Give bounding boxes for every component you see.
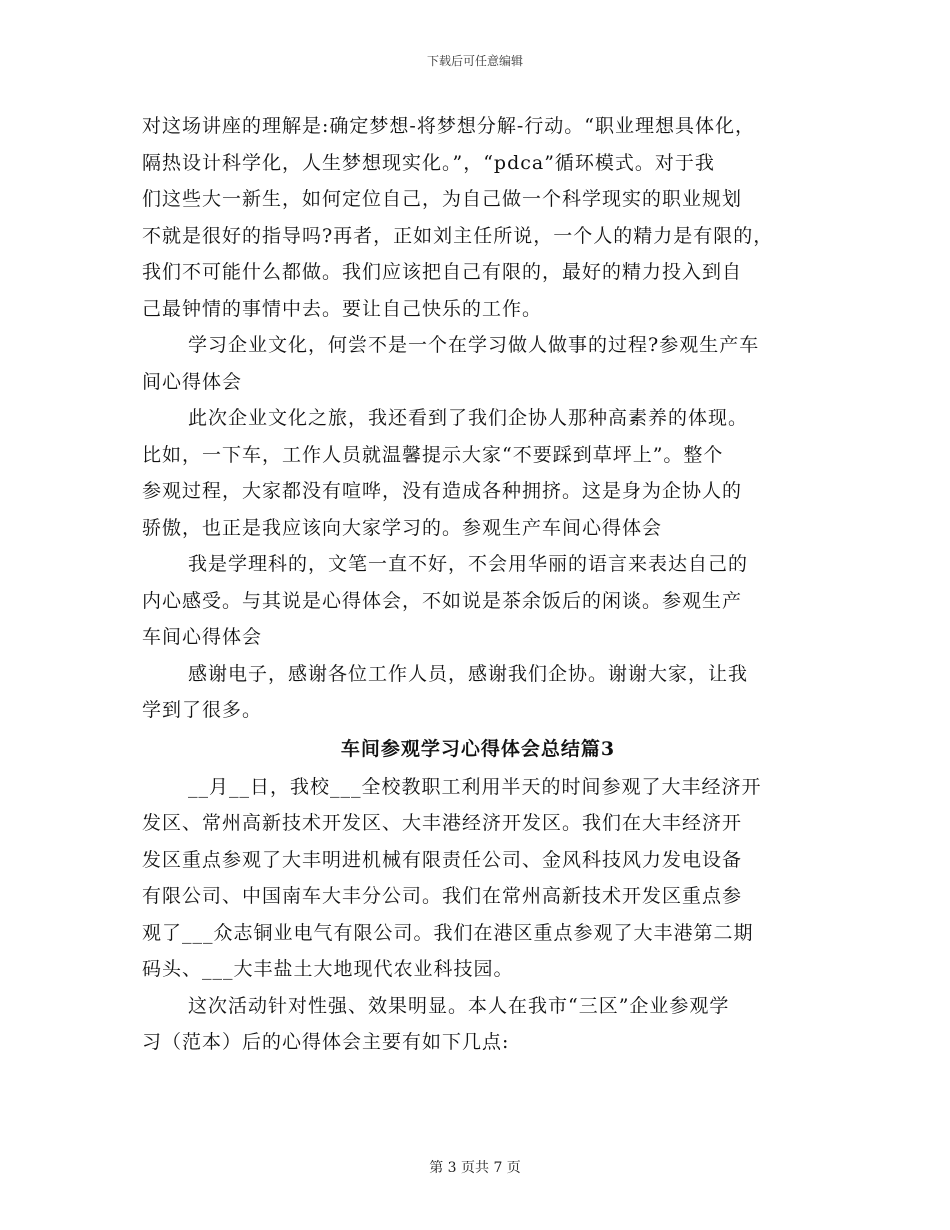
text-line: 观了___众志铜业电气有限公司。我们在港区重点参观了大丰港第二期 [142,921,754,944]
text-line: 学到了很多。 [142,699,263,721]
text-line: 发区重点参观了大丰明进机械有限责任公司、金风科技风力发电设备 [142,848,743,871]
text-line: 发区、常州高新技术开发区、大丰港经济开发区。我们在大丰经济开 [142,812,743,834]
text-line: 车间心得体会 [142,626,263,648]
text-line: 己最钟情的事情中去。要让自己快乐的工作。 [142,297,543,320]
text-line: 骄傲，也正是我应该向大家学习的。参观生产车间心得体会 [142,516,663,539]
text-line: 们这些大一新生，如何定位自己，为自己做一个科学现实的职业规划 [142,188,743,210]
text-line: 我们不可能什么都做。我们应该把自己有限的，最好的精力投入到自 [142,261,743,283]
section-title: 车间参观学习心得体会总结篇3 [340,737,616,760]
text-line: 间心得体会 [142,370,243,393]
paragraph-start-line: __月__日，我校___全校教职工利用半天的时间参观了大丰经济开 [188,775,762,798]
paragraph-start-line: 感谢电子，感谢各位工作人员，感谢我们企协。谢谢大家，让我 [188,662,749,685]
text-line: 习（范本）后的心得体会主要有如下几点: [142,1031,510,1053]
page-header: 下载后可任意编辑 [426,54,523,68]
text-line: 参观过程，大家都没有喧哗，没有造成各种拥挤。这是身为企协人的 [142,480,743,502]
text-line: 有限公司、中国南车大丰分公司。我们在常州高新技术开发区重点参 [142,885,743,907]
document-body [142,108,814,1061]
paragraph-start-line: 此次企业文化之旅，我还看到了我们企协人那种高素养的体现。 [188,407,749,429]
paragraph-start-line: 学习企业文化，何尝不是一个在学习做人做事的过程?参观生产车 [188,334,760,356]
page-number-footer: 第 3 页共 7 页 [429,1160,521,1176]
text-line: 内心感受。与其说是心得体会，不如说是茶余饭后的闲谈。参观生产 [142,589,743,612]
text-line: 比如，一下车，工作人员就温馨提示大家“不要踩到草坪上”。整个 [142,443,724,466]
text-line: 对这场讲座的理解是:确定梦想-将梦想分解-行动。“职业理想具体化， [142,115,755,137]
text-line: 不就是很好的指导吗?再者，正如刘主任所说，一个人的精力是有限的， [142,224,774,247]
paragraph-start-line: 我是学理科的，文笔一直不好，不会用华丽的语言来表达自己的 [188,553,749,575]
text-line: 码头、___大丰盐土大地现代农业科技园。 [142,958,514,980]
paragraph-start-line: 这次活动针对性强、效果明显。本人在我市“三区”企业参观学 [188,994,730,1017]
text-line: 隔热设计科学化，人生梦想现实化。”，“pdca”循环模式。对于我 [142,151,715,174]
